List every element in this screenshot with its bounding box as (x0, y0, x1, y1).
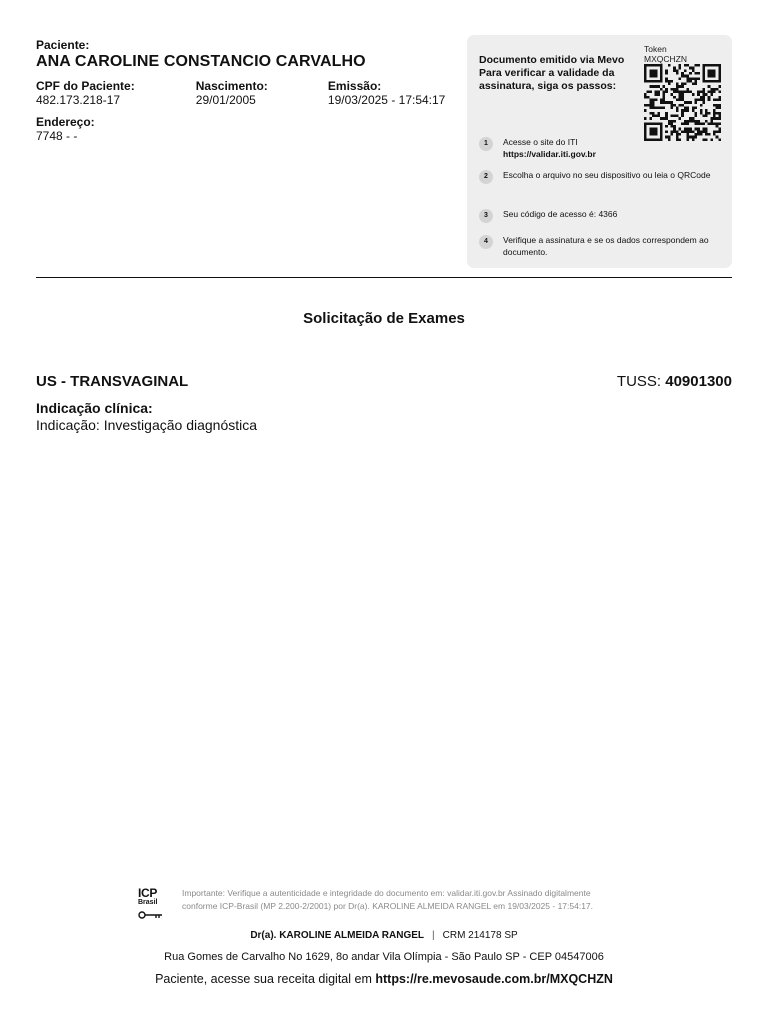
header-divider (36, 277, 732, 278)
exam-name: US - TRANSVAGINAL (36, 373, 189, 390)
patient-name: ANA CAROLINE CONSTANCIO CARVALHO (36, 53, 366, 70)
birth-block (196, 79, 328, 107)
iti-link[interactable]: https://validar.iti.gov.br (503, 149, 596, 159)
verification-step-2 (479, 169, 719, 184)
icp-logo-top: ICP (138, 886, 158, 900)
step-number-4: 4 (479, 235, 493, 249)
access-text: Paciente, acesse sua receita digital em (155, 972, 376, 986)
address-label: Endereço: (36, 115, 95, 129)
prescription-link[interactable]: https://re.mevosaude.com.br/MXQCHZN (375, 972, 613, 986)
step-text-1 (503, 136, 596, 160)
token-value: MXQCHZN (644, 54, 687, 64)
issue-block (328, 79, 466, 107)
cpf-block (36, 79, 196, 107)
doctor-crm: CRM 214178 SP (442, 930, 518, 941)
authenticity-note: Importante: Verifique a autenticidade e integridade do documento em: validar.iti.gov.br Assinado digitalmente conforme ICP-Brasil (MP 2.200-2/2001) por Dr(a). KAROLINE ALMEIDA RANGEL em 19/03/2025 - 17:54:17. (182, 888, 594, 911)
address-block (36, 115, 466, 143)
tuss-code (617, 373, 732, 390)
cpf-label: CPF do Paciente: (36, 79, 135, 93)
tuss-label: TUSS: (616, 373, 666, 390)
clinic-address: Rua Gomes de Carvalho No 1629, 8o andar Vila Olímpia - São Paulo SP - CEP 04547006 (164, 951, 604, 963)
patient-details-row (36, 79, 466, 107)
issue-value: 19/03/2025 - 17:54:17 (327, 93, 446, 107)
qr-code[interactable] (644, 64, 721, 141)
step-3-text: Seu código de acesso é: 4366 (503, 209, 618, 219)
token-label: Token (644, 44, 667, 54)
verification-step-3 (479, 208, 719, 223)
page-title: Solicitação de Exames (303, 310, 465, 327)
step-2-text: Escolha o arquivo no seu dispositivo ou leia o QRCode (503, 170, 711, 180)
verification-step-1 (479, 136, 719, 160)
step-4-text: Verifique a assinatura e se os dados correspondem ao documento. (503, 235, 709, 257)
step-number-3: 3 (479, 209, 493, 223)
birth-label: Nascimento: (195, 79, 268, 93)
signature-verification-panel (467, 35, 732, 268)
birth-value: 29/01/2005 (195, 93, 256, 107)
tuss-value: 40901300 (665, 373, 732, 390)
indication-value: Indicação: Investigação diagnóstica (36, 417, 258, 433)
step-number-1: 1 (479, 137, 493, 151)
cpf-value: 482.173.218-17 (36, 93, 121, 107)
verification-title: Documento emitido via Mevo Para verificar a validade da assinatura, siga os passos: (479, 54, 625, 92)
qr-modules (644, 64, 721, 141)
doctor-separator: | (432, 930, 435, 941)
patient-label: Paciente: (36, 38, 90, 52)
doctor-name: Dr(a). KAROLINE ALMEIDA RANGEL (250, 930, 425, 941)
key-icon (138, 910, 164, 920)
patient-info (36, 38, 466, 143)
icp-logo-bottom: Brasil (138, 899, 158, 906)
icp-brasil-logo (138, 888, 168, 924)
issue-label: Emissão: (327, 79, 382, 93)
indication-label: Indicação clínica: (36, 400, 153, 416)
address-value: 7748 - - (36, 129, 78, 143)
step-1-text: Acesse o site do ITI (503, 137, 578, 147)
doctor-line (0, 930, 768, 941)
step-number-2: 2 (479, 170, 493, 184)
verification-step-4 (479, 234, 719, 258)
token-block (644, 44, 687, 64)
digital-prescription-line (0, 972, 768, 986)
